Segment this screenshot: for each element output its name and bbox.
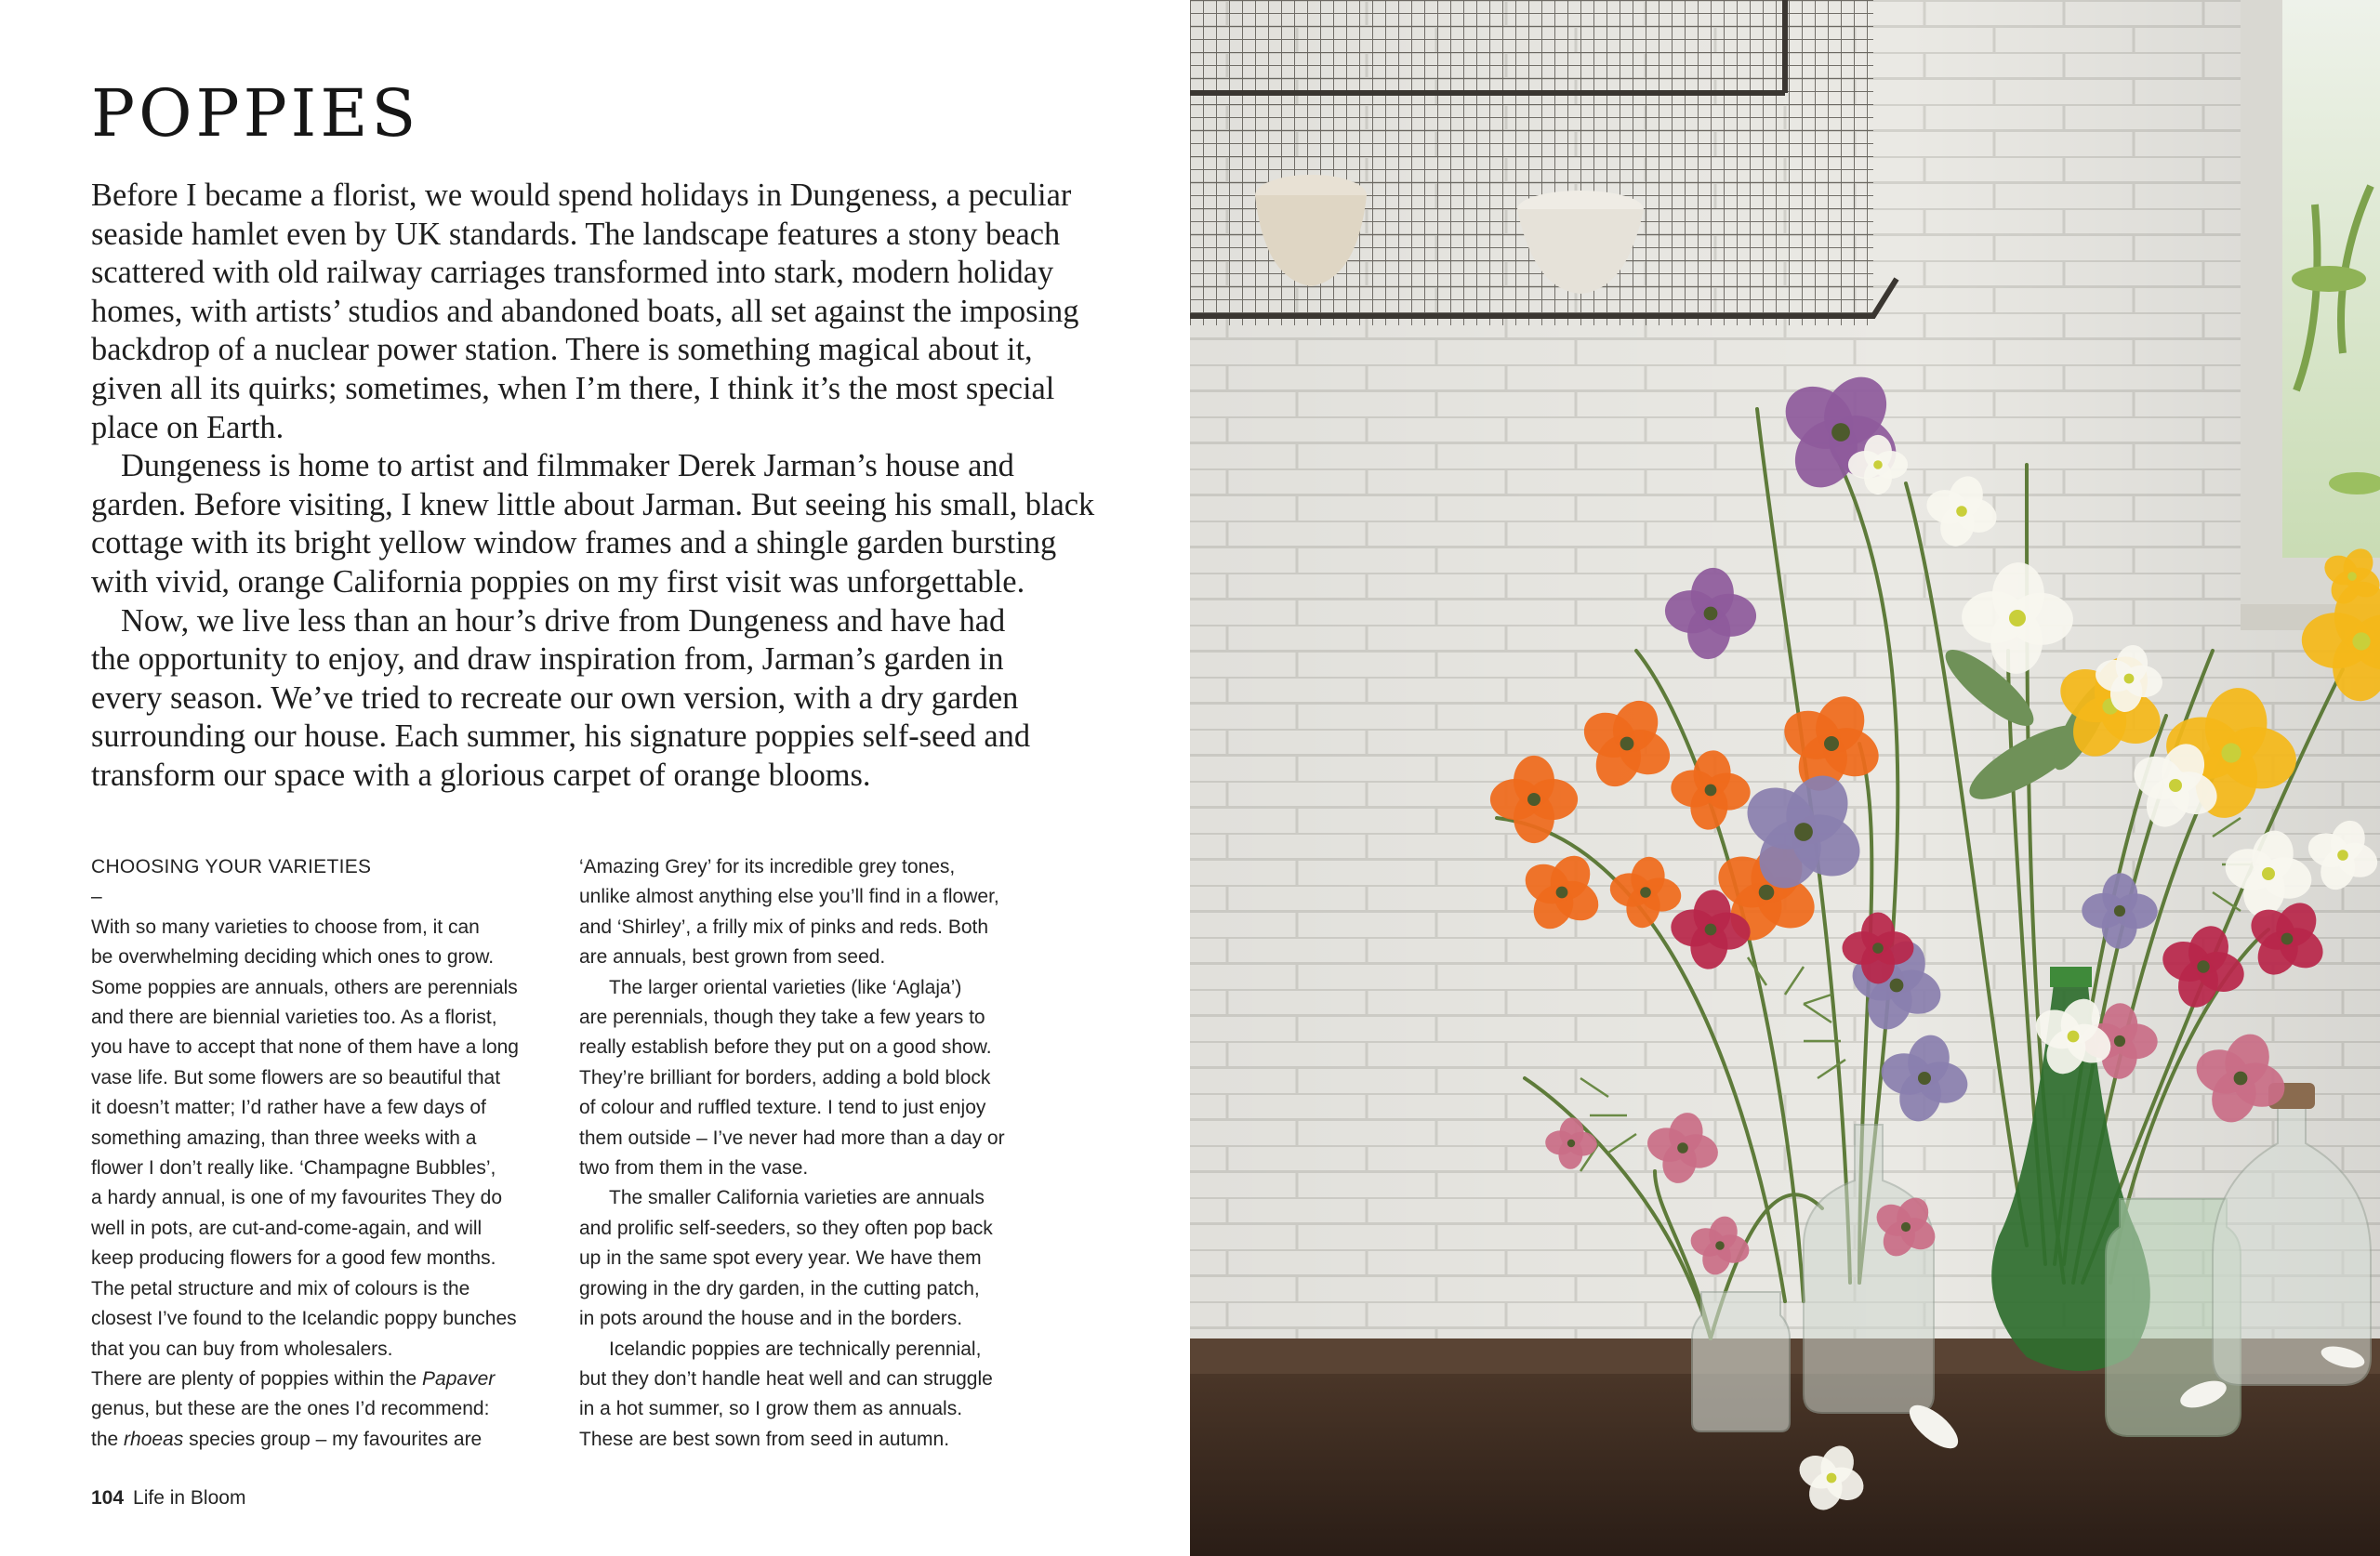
- body-line: [579, 1304, 1044, 1334]
- text-run: There are plenty of poppies within the: [91, 1367, 423, 1390]
- text-run: growing in the dry garden, in the cutting patch,: [579, 1277, 980, 1299]
- text-run: CHOOSING YOUR VARIETIES: [91, 856, 372, 877]
- body-line: [579, 1063, 1044, 1093]
- text-run: well in pots, are cut-and-come-again, and will: [91, 1217, 483, 1239]
- intro-line: cottage with its bright yellow window frames and a shingle garden bursting: [91, 525, 1057, 561]
- text-run: and ‘Shirley’, a frilly mix of pinks and reds. Both: [579, 916, 989, 938]
- intro-line: backdrop of a nuclear power station. There is something magical about it,: [91, 332, 1033, 368]
- body-line: [579, 1394, 1044, 1424]
- text-run: are perennials, though they take a few years to: [579, 1007, 985, 1029]
- body-line: [579, 1274, 1044, 1304]
- wire-shelf: [1190, 0, 1897, 325]
- running-title: Life in Bloom: [133, 1487, 246, 1509]
- body-line: [579, 1335, 1044, 1365]
- page-footer: [91, 1483, 245, 1513]
- intro-line: garden. Before visiting, I knew little about Jarman. But seeing his small, black: [91, 486, 1095, 522]
- intro-line: given all its quirks; sometimes, when I’m there, I think it’s the most special: [91, 370, 1055, 406]
- body-line: [579, 1214, 1044, 1244]
- intro-line: place on Earth.: [91, 409, 284, 445]
- text-run: a hardy annual, is one of my favourites They do: [91, 1187, 503, 1209]
- text-run: up in the same spot every year. We have them: [579, 1247, 982, 1270]
- intro-line: Now, we live less than an hour’s drive from Dungeness and have had: [121, 602, 1006, 639]
- intro-line: with vivid, orange California poppies on my first visit was unforgettable.: [91, 563, 1025, 600]
- intro-text: [91, 177, 1095, 796]
- text-run: unlike almost anything else you’ll find in a flower,: [579, 886, 999, 908]
- text-run: genus, but these are the ones I’d recommend:: [91, 1398, 490, 1420]
- body-line: [91, 913, 556, 943]
- text-run: With so many varieties to choose from, it can: [91, 916, 480, 938]
- body-line: [91, 1124, 556, 1154]
- body-line: [91, 1394, 556, 1424]
- body-line: [91, 1214, 556, 1244]
- body-line: [579, 852, 1044, 882]
- body-line: [91, 1093, 556, 1123]
- text-run: you have to accept that none of them have a long: [91, 1036, 519, 1059]
- body-line: [91, 1033, 556, 1062]
- intro-line: the opportunity to enjoy, and draw inspiration from, Jarman’s garden in: [91, 641, 1004, 678]
- body-line: [579, 1244, 1044, 1273]
- text-run: it doesn’t matter; I’d rather have a few days of: [91, 1097, 486, 1119]
- text-run: ‘Amazing Grey’ for its incredible grey tones,: [579, 856, 956, 877]
- body-line: [579, 1425, 1044, 1455]
- intro-line: Dungeness is home to artist and filmmaker Derek Jarman’s house and: [121, 448, 1014, 484]
- text-run: vase life. But some flowers are so beautiful that: [91, 1066, 501, 1088]
- body-line: [91, 1274, 556, 1304]
- intro-line: transform our space with a glorious carpet of orange blooms.: [91, 757, 871, 793]
- body-line: [579, 1154, 1044, 1183]
- text-run: species group – my favourites are: [183, 1428, 483, 1450]
- text-run: in a hot summer, so I grow them as annuals.: [579, 1398, 963, 1420]
- italic-term: Papaver: [422, 1367, 496, 1390]
- body-line: [579, 913, 1044, 943]
- text-run: are annuals, best grown from seed.: [579, 946, 886, 969]
- text-run: The smaller California varieties are annuals: [609, 1187, 985, 1209]
- body-line: [91, 1183, 556, 1213]
- right-column: [579, 852, 1044, 1455]
- body-line: [579, 1093, 1044, 1123]
- poppies-photo: [1190, 0, 2380, 1556]
- intro-line: surrounding our house. Each summer, his signature poppies self-seed and: [91, 719, 1031, 755]
- body-line: [579, 882, 1044, 912]
- text-run: be overwhelming deciding which ones to grow.: [91, 946, 495, 969]
- page-number: 104: [91, 1487, 125, 1509]
- intro-line: seaside hamlet even by UK standards. The landscape features a stony beach: [91, 216, 1061, 252]
- italic-term: rhoeas: [124, 1428, 184, 1450]
- text-run: They’re brilliant for borders, adding a bold block: [579, 1066, 991, 1088]
- text-run: of colour and ruffled texture. I tend to just enjoy: [579, 1097, 986, 1119]
- text-run: them outside – I’ve never had more than a day or: [579, 1127, 1005, 1149]
- text-run: flower I don’t really like. ‘Champagne Bubbles’,: [91, 1157, 496, 1180]
- text-run: and prolific self-seeders, so they often pop back: [579, 1217, 993, 1239]
- body-line: [579, 1003, 1044, 1033]
- text-run: and there are biennial varieties too. As a florist,: [91, 1007, 497, 1029]
- body-line: [579, 1124, 1044, 1154]
- chapter-title: POPPIES: [91, 75, 420, 152]
- body-line: [91, 1003, 556, 1033]
- body-line: [91, 1365, 556, 1394]
- body-line: [91, 943, 556, 972]
- text-run: in pots around the house and in the borders.: [579, 1308, 963, 1330]
- text-run: really establish before they put on a good show.: [579, 1036, 992, 1059]
- body-line: [91, 973, 556, 1003]
- body-line: [91, 1154, 556, 1183]
- text-run: These are best sown from seed in autumn.: [579, 1428, 950, 1450]
- intro-line: scattered with old railway carriages transformed into stark, modern holiday: [91, 255, 1054, 291]
- body-line: [91, 1063, 556, 1093]
- body-line: [91, 882, 556, 912]
- section-heading: [91, 852, 556, 882]
- text-run: The larger oriental varieties (like ‘Aglaja’): [609, 976, 962, 998]
- window: [2241, 0, 2380, 630]
- left-column: [91, 852, 556, 1455]
- body-line: [91, 1425, 556, 1455]
- text-run: –: [91, 886, 102, 908]
- text-run: something amazing, than three weeks with a: [91, 1127, 477, 1149]
- photo: [1190, 0, 2380, 1556]
- body-line: [579, 973, 1044, 1003]
- intro-line: Before I became a florist, we would spend holidays in Dungeness, a peculiar: [91, 178, 1072, 213]
- text-run: the: [91, 1428, 125, 1450]
- text-run: Icelandic poppies are technically perennial,: [609, 1338, 982, 1360]
- body-line: [91, 1304, 556, 1334]
- text-run: closest I’ve found to the Icelandic poppy bunches: [91, 1308, 517, 1330]
- text-run: The petal structure and mix of colours is the: [91, 1277, 470, 1299]
- intro-line: every season. We’ve tried to recreate our own version, with a dry garden: [91, 679, 1019, 716]
- text-run: that you can buy from wholesalers.: [91, 1338, 393, 1360]
- body-line: [579, 1033, 1044, 1062]
- text-run: Some poppies are annuals, others are perennials: [91, 976, 518, 998]
- text-run: two from them in the vase.: [579, 1157, 809, 1180]
- body-line: [91, 1335, 556, 1365]
- body-line: [579, 943, 1044, 972]
- text-run: keep producing flowers for a good few months.: [91, 1247, 496, 1270]
- body-line: [91, 1244, 556, 1273]
- text-run: but they don’t handle heat well and can struggle: [579, 1367, 993, 1390]
- intro-line: homes, with artists’ studios and abandoned boats, all set against the imposing: [91, 293, 1079, 329]
- body-line: [579, 1365, 1044, 1394]
- body-line: [579, 1183, 1044, 1213]
